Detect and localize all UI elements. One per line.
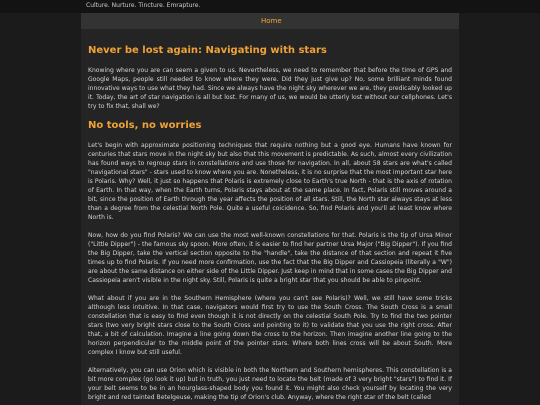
- paragraph-southern-hemisphere: What about if you are in the Southern Hemisphere (where you can't see Polaris)? Well, we still have some tricks although less intuitive. In that case, navigators would first try to use the South Cross. The South Cross is a small constellation that is easy to find even though it is not directly on the celestial South Pole. Try to find the two pointer stars (two very bright stars close to the South Cross and pointing to it) to validate that you use the right cross. After that, a bit of calculation. Imagine a line going down the cross to the horizon. Then imagine another line going to the horizon perpendicular to the middle point of the pointer stars. Where both lines cross will be about South. More complex I know but still useful.: [88, 295, 452, 356]
- paragraph-polaris: Let's begin with approximate positioning techniques that require nothing but a good eye. Humans have known for centuries that stars move in the night sky but also that this movement is predictable. As such, almost every civilization has found ways to regroup stars in constellations and use those for navigation. In all, about 58 stars are what's called "navigational stars" - stars used to know where you are. Nonetheless, it is no surprise that the most important star here is Polaris. Why? Well, it just so happens that Polaris is extremely close to Earth's true North - that is the axis of rotation of Earth. In that way, when the Earth turns, Polaris stays about at the same place. In fact, Polaris still moves around a bit, since the position of Earth through the year affects the position of all stars. Still, the North star always stays at less than a degree from the celestial North Pole. Quite a useful coicidence. So, find Polaris and you'll at least know where North is.: [88, 142, 452, 221]
- paragraph-orion: Alternatively, you can use Orion which is visible in both the Northern and Southern hemispheres. This constellation is a bit more complex (go look it up) but in truth, you just need to locate the belt (made of 3 very bright "stars") to find it. If your belt seems to be in an hourglass-shaped body you found it. You might also check yourself by locating the very bright and red tainted Betelgeuse, making the tip of Orion's club. Anyway, where the right star of the belt (called: [88, 367, 452, 401]
- article-body: [88, 29, 452, 405]
- article-title: Never be lost again: Navigating with stars: [88, 45, 327, 56]
- site-tagline: Culture. Nurture. Tincture. Emrapture.: [86, 2, 201, 9]
- nav-home-link[interactable]: Home: [261, 17, 282, 25]
- top-bar: [0, 0, 540, 13]
- main-nav: [81, 13, 459, 29]
- article-container: [81, 29, 459, 405]
- paragraph-finding-polaris: Now, how do you find Polaris? We can use the most well-known constellations for that. Polaris is the tip of Ursa Minor ("Little Dipper") - the famous sky spoon. More often, it is easier to find her partner Ursa Major ("Big Dipper"). If you find the Big Dipper, take the vertical section opposite to the "handle", take the distance of that section and repeat it five times up to find Polaris. If you need more confirmation, use the fact that the Big Dipper and Cassiopeia (literally a "W") are about the same distance on either side of the Little Dipper. Just keep in mind that in some cases the Big Dipper and Cassiopeia aren't visible in the night sky. Still, Polaris is quite a bright star that you should be able to pinpoint.: [88, 232, 452, 284]
- section-heading: No tools, no worries: [88, 120, 202, 131]
- intro-paragraph: Knowing where you are can seem a given to us. Nevertheless, we need to remember that before the time of GPS and Google Maps, people still needed to know where they were. Did they just give up? No, some brilliant minds found innovative ways to use what they had. Since we always have the night sky wherever we are, they predicably looked up it. Today, the art of star navigation is all but lost. For many of us, we would be utterly lost without our cellphones. Let's try to fix that, shall we?: [88, 67, 452, 110]
